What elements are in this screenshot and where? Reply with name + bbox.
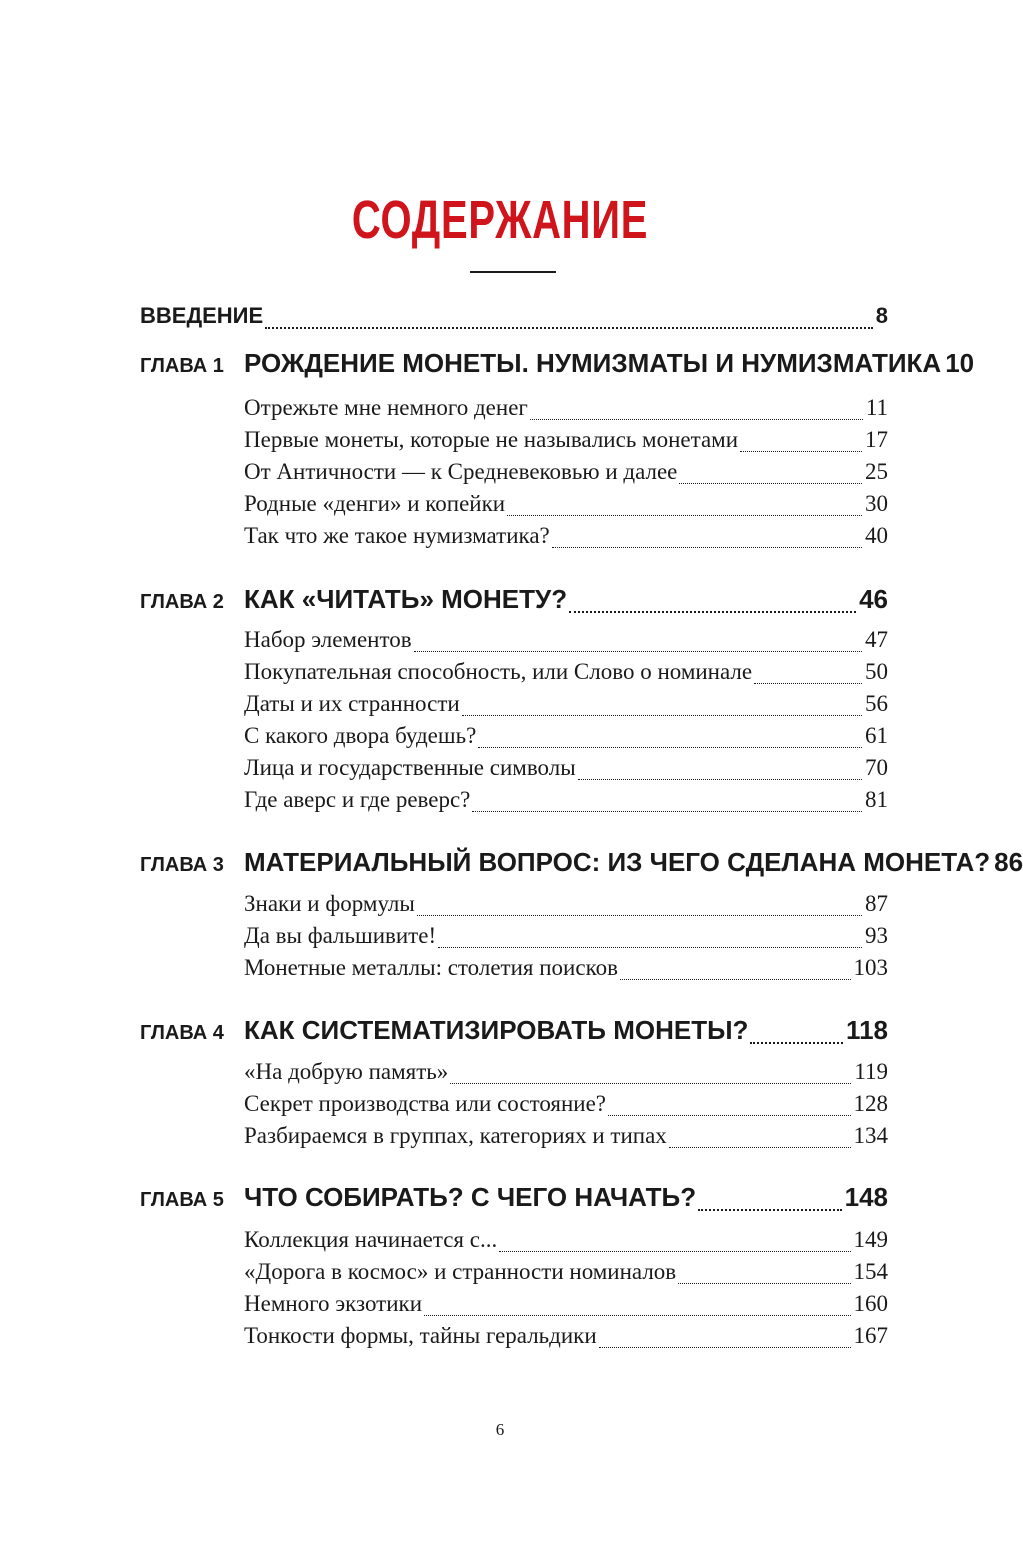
section-page: 61 [865,723,888,748]
chapter-page: 118 [846,1015,888,1045]
section-page: 103 [853,955,888,980]
section-title: Покупательная способность, или Слово о номинале [244,659,753,684]
toc-section[interactable] [244,755,888,789]
dot-leader [460,691,865,725]
section-title: Лица и государственные символы [244,755,576,780]
section-page: 87 [865,891,888,916]
toc-section[interactable] [244,723,888,757]
section-title: Разбираемся в группах, категориях и типах [244,1123,667,1148]
dot-leader [696,1182,844,1222]
dot-leader [412,627,865,661]
dot-leader [677,459,865,493]
section-title: Тонкости формы, тайны геральдики [244,1323,597,1348]
section-page: 128 [853,1091,888,1116]
chapter-label: ГЛАВА 3 [140,854,224,876]
section-page: 25 [865,459,888,484]
dot-leader [415,891,865,925]
dot-leader [748,1015,846,1055]
chapter-title: КАК «ЧИТАТЬ» МОНЕТУ? [244,584,568,614]
section-title: Секрет производства или состояние? [244,1091,606,1116]
toc-section[interactable] [244,459,888,493]
toc-section[interactable] [244,891,888,925]
section-title: Набор элементов [244,627,412,652]
section-page: 160 [853,1291,888,1316]
section-page: 154 [853,1259,888,1284]
dot-leader [476,723,865,757]
dot-leader [505,491,865,525]
toc-section[interactable] [244,1323,888,1357]
section-title: Да вы фальшивите! [244,923,437,948]
dot-leader [618,955,854,989]
section-title: Так что же такое нумизматика? [244,523,550,548]
section-page: 81 [865,787,888,812]
dot-leader [263,303,876,339]
page-title: СОДЕРЖАНИЕ [351,190,649,250]
toc-section[interactable] [244,691,888,725]
toc-section[interactable] [244,659,888,693]
section-title: Знаки и формулы [244,891,415,916]
section-page: 134 [853,1123,888,1148]
chapter-label: ГЛАВА 2 [140,591,224,613]
page-number: 6 [495,1420,505,1439]
toc-section[interactable] [244,1227,888,1261]
section-title: С какого двора будешь? [244,723,477,748]
chapter-title: ЧТО СОБИРАТЬ? С ЧЕГО НАЧАТЬ? [244,1182,697,1212]
toc-chapter-3[interactable] [244,847,1023,887]
toc-chapter-5[interactable] [244,1182,888,1222]
dot-leader [667,1123,854,1157]
toc-section[interactable] [244,1259,888,1293]
toc-chapter-2[interactable] [244,584,888,624]
section-title: Монетные металлы: столетия поисков [244,955,618,980]
dot-leader [470,787,865,821]
section-page: 119 [854,1059,888,1084]
dot-leader [448,1059,854,1093]
section-title: Первые монеты, которые не назывались монетами [244,427,739,452]
section-page: 40 [865,523,888,548]
toc-section[interactable] [244,491,888,525]
section-page: 47 [865,627,888,652]
dot-leader [497,1227,853,1261]
dot-leader [752,659,865,693]
chapter-page: 148 [844,1182,888,1212]
chapter-page: 86 [994,847,1023,877]
dot-leader [738,427,865,461]
toc-section[interactable] [244,523,888,557]
chapter-page: 10 [945,348,975,378]
toc-entry-intro[interactable] [140,303,888,339]
chapter-page: 46 [859,584,888,614]
title-rule [470,271,556,273]
section-title: Коллекция начинается с... [244,1227,498,1252]
dot-leader [550,523,865,557]
toc-section[interactable] [244,923,888,957]
section-title: От Античности — к Средневековью и далее [244,459,678,484]
section-title: Где аверс и где реверс? [244,787,471,812]
dot-leader [606,1091,854,1125]
intro-page: 8 [875,303,888,328]
dot-leader [567,584,859,624]
section-page: 30 [865,491,888,516]
chapter-title: РОЖДЕНИЕ МОНЕТЫ. НУМИЗМАТЫ И НУМИЗМАТИКА [244,348,942,378]
chapter-title: МАТЕРИАЛЬНЫЙ ВОПРОС: ИЗ ЧЕГО СДЕЛАНА МОНЕТА? [244,847,991,877]
toc-section[interactable] [244,395,888,429]
section-page: 50 [865,659,888,684]
section-title: «Дорога в космос» и странности номиналов [244,1259,677,1284]
section-page: 70 [865,755,888,780]
dot-leader [576,755,865,789]
section-title: Немного экзотики [244,1291,423,1316]
section-title: «На добрую память» [244,1059,449,1084]
dot-leader [676,1259,853,1293]
section-page: 93 [865,923,888,948]
toc-chapter-4[interactable] [244,1015,888,1055]
section-page: 17 [865,427,888,452]
toc-section[interactable] [244,1291,888,1325]
section-page: 56 [865,691,888,716]
toc-section[interactable] [244,955,888,989]
dot-leader [436,923,865,957]
dot-leader [990,847,994,887]
section-title: Отрежьте мне немного денег [244,395,528,420]
chapter-label: ГЛАВА 1 [140,355,224,377]
chapter-title: КАК СИСТЕМАТИЗИРОВАТЬ МОНЕТЫ? [244,1015,749,1045]
toc-section[interactable] [244,427,888,461]
section-page: 149 [853,1227,888,1252]
toc-section[interactable] [244,627,888,661]
toc-section[interactable] [244,787,888,821]
dot-leader [597,1323,854,1357]
section-page: 11 [865,395,888,420]
section-title: Даты и их странности [244,691,460,716]
intro-title: ВВЕДЕНИЕ [140,303,264,328]
chapter-label: ГЛАВА 5 [140,1189,224,1211]
section-page: 167 [853,1323,888,1348]
section-title: Родные «денги» и копейки [244,491,506,516]
dot-leader [528,395,866,429]
dot-leader [941,348,945,388]
toc-section[interactable] [244,1123,888,1157]
dot-leader [422,1291,853,1325]
toc-chapter-1[interactable] [244,348,975,388]
chapter-label: ГЛАВА 4 [140,1022,224,1044]
toc-section[interactable] [244,1091,888,1125]
toc-section[interactable] [244,1059,888,1093]
